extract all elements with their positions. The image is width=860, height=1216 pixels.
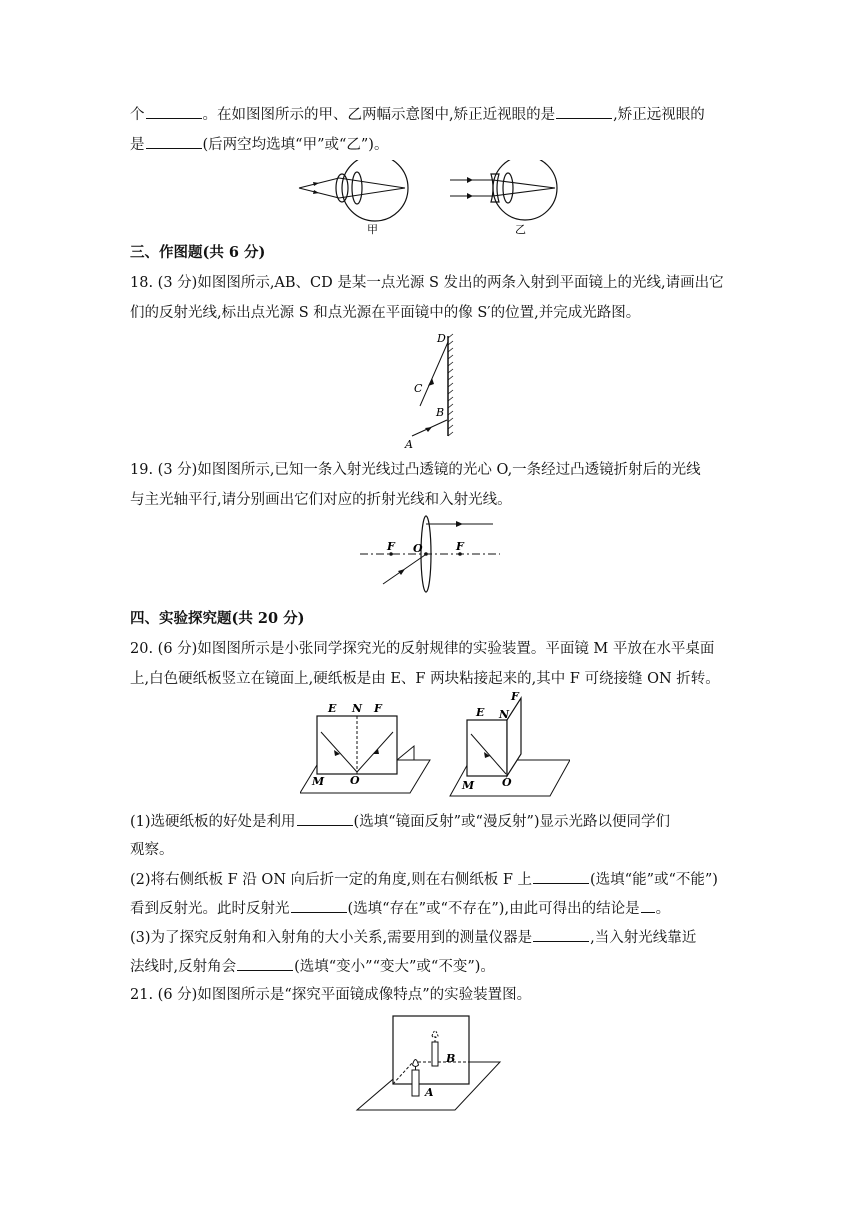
- svg-text:D: D: [437, 332, 446, 345]
- svg-text:A: A: [425, 1086, 434, 1099]
- eye-correction-figure: [295, 160, 565, 238]
- answer-blank[interactable]: [533, 927, 589, 942]
- q18-line-2: 们的反射光线,标出点光源 S 和点光源在平面镜中的像 S′的位置,并完成光路图。: [130, 305, 641, 321]
- q20-line-1: 20. (6 分)如图图所示是小张同学探究光的反射规律的实验装置。平面镜 M 平放在水平桌面: [130, 641, 715, 657]
- answer-blank[interactable]: [146, 104, 202, 119]
- candle-a: [412, 1070, 419, 1096]
- answer-blank[interactable]: [556, 104, 612, 119]
- q18-line-1: 18. (3 分)如图图所示,AB、CD 是某一点光源 S 发出的两条入射到平面镜上的光线,请画出它: [130, 275, 724, 291]
- answer-blank[interactable]: [237, 956, 293, 971]
- svg-text:O: O: [350, 774, 360, 787]
- svg-text:A: A: [405, 438, 413, 450]
- svg-text:F: F: [456, 540, 464, 553]
- candle-b: [432, 1042, 438, 1066]
- figure-label-yi: 乙: [515, 223, 526, 236]
- svg-text:N: N: [499, 708, 510, 721]
- glass-plate: [393, 1016, 469, 1084]
- convex-lens-figure: [355, 512, 505, 602]
- section-3-title: 三、作图题(共 6 分): [130, 244, 266, 261]
- svg-text:F: F: [374, 702, 382, 715]
- q19-line-1: 19. (3 分)如图图所示,已知一条入射光线过凸透镜的光心 O,一条经过凸透镜折射后的光线: [130, 462, 701, 478]
- svg-text:B: B: [446, 1052, 456, 1065]
- figure-yi: [450, 160, 557, 236]
- svg-text:F: F: [387, 540, 395, 553]
- svg-text:O: O: [413, 542, 423, 555]
- svg-text:E: E: [328, 702, 337, 715]
- answer-blank[interactable]: [291, 898, 347, 913]
- q20-p1-line-2: 观察。: [130, 842, 174, 858]
- q20-line-2: 上,白色硬纸板竖立在镜面上,硬纸板是由 E、F 两块粘接起来的,其中 F 可绕接缝 ON 折转。: [130, 671, 720, 687]
- svg-text:N: N: [352, 702, 363, 715]
- answer-blank[interactable]: [146, 134, 202, 149]
- svg-text:M: M: [312, 775, 325, 788]
- q20-p1-line-1: (1)选硬纸板的好处是利用 (选填“镜面反射”或“漫反射”)显示光路以便同学们: [130, 811, 730, 832]
- svg-text:C: C: [414, 382, 423, 395]
- svg-text:B: B: [436, 406, 445, 419]
- q17-line-2: 是 (后两空均选填“甲”或“乙”)。: [130, 134, 730, 155]
- plane-mirror-figure: [400, 328, 470, 450]
- q20-p2-line-1: (2)将右侧纸板 F 沿 ON 向后折一定的角度,则在右侧纸板 F 上 (选填“能”或“不能”): [130, 869, 730, 890]
- q20-p3-line-1: (3)为了探究反射角和入射角的大小关系,需要用到的测量仪器是 ,当入射光线靠近: [130, 927, 730, 948]
- reflection-apparatus-figure: [300, 688, 570, 800]
- q20-p3-line-2: 法线时,反射角会 (选填“变小”“变大”或“不变”)。: [130, 956, 730, 977]
- svg-text:F: F: [511, 690, 519, 703]
- svg-text:O: O: [502, 776, 512, 789]
- figure-jia: [299, 160, 408, 236]
- answer-blank[interactable]: [297, 811, 353, 826]
- q21-line-1: 21. (6 分)如图图所示是“探究平面镜成像特点”的实验装置图。: [130, 987, 532, 1003]
- section-4-title: 四、实验探究题(共 20 分): [130, 610, 305, 627]
- apparatus-folded: [450, 690, 570, 796]
- q17-line-1: 个 。在如图图所示的甲、乙两幅示意图中,矫正近视眼的是 ,矫正远视眼的: [130, 104, 730, 125]
- q19-line-2: 与主光轴平行,请分别画出它们对应的折射光线和入射光线。: [130, 492, 512, 508]
- answer-blank[interactable]: [533, 869, 589, 884]
- figure-label-jia: 甲: [367, 223, 378, 236]
- ray-cd: [420, 342, 448, 406]
- svg-text:E: E: [476, 706, 485, 719]
- mirror-imaging-figure: [355, 1012, 505, 1114]
- q20-p2-line-2: 看到反射光。此时反射光 (选填“存在”或“不存在”),由此可得出的结论是 。: [130, 898, 730, 919]
- apparatus-flat: [300, 702, 430, 793]
- svg-text:M: M: [462, 779, 475, 792]
- answer-blank[interactable]: [641, 898, 655, 913]
